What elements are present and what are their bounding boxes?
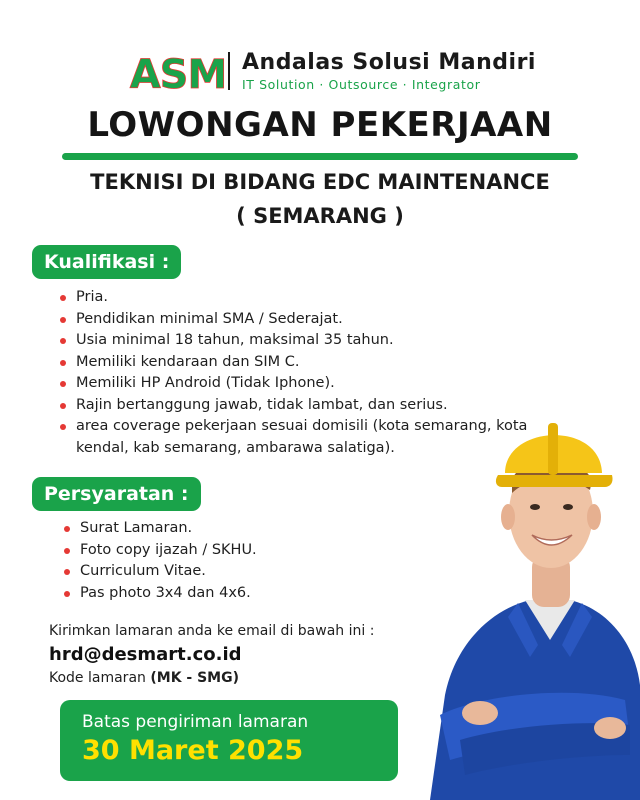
list-item: Pria.: [60, 287, 530, 309]
list-item: Surat Lamaran.: [64, 518, 424, 540]
bullet-icon: [60, 295, 66, 301]
deadline-label: Batas pengiriman lamaran: [82, 712, 309, 732]
bullet-icon: [60, 381, 66, 387]
contact-email[interactable]: hrd@desmart.co.id: [49, 644, 242, 665]
page-title: LOWONGAN PEKERJAAN: [87, 105, 553, 145]
list-item: Memiliki HP Android (Tidak Iphone).: [60, 373, 530, 395]
list-item: Memiliki kendaraan dan SIM C.: [60, 352, 530, 374]
company-name: Andalas Solusi Mandiri: [242, 50, 536, 75]
list-item: area coverage pekerjaan sesuai domisili (kota semarang, kota kendal, kab semarang, ambarawa salatiga).: [60, 416, 530, 459]
bullet-icon: [60, 338, 66, 344]
application-code: [49, 670, 239, 686]
logo-divider: [228, 52, 230, 90]
worker-illustration: [420, 395, 640, 800]
position-title: TEKNISI DI BIDANG EDC MAINTENANCE: [90, 170, 550, 194]
list-item: Foto copy ijazah / SKHU.: [64, 540, 424, 562]
title-underline: [62, 153, 578, 160]
bullet-icon: [60, 424, 66, 430]
bullet-icon: [60, 360, 66, 366]
kualifikasi-heading: Kualifikasi :: [32, 245, 181, 279]
list-item: Usia minimal 18 tahun, maksimal 35 tahun.: [60, 330, 530, 352]
bullet-icon: [64, 526, 70, 532]
bullet-icon: [60, 317, 66, 323]
code-label: Kode lamaran: [49, 670, 146, 686]
bullet-icon: [64, 591, 70, 597]
persyaratan-list: [64, 518, 424, 604]
bullet-icon: [60, 403, 66, 409]
list-item: Pendidikan minimal SMA / Sederajat.: [60, 309, 530, 331]
code-value: (MK - SMG): [150, 670, 240, 686]
persyaratan-heading: Persyaratan :: [32, 477, 201, 511]
company-tagline: IT Solution · Outsource · Integrator: [242, 77, 481, 92]
logo-text: ASM: [129, 52, 227, 98]
deadline-date: 30 Maret 2025: [82, 735, 304, 766]
bullet-icon: [64, 569, 70, 575]
position-location: ( SEMARANG ): [236, 204, 404, 228]
contact-intro: Kirimkan lamaran anda ke email di bawah ini :: [49, 623, 375, 639]
bullet-icon: [64, 548, 70, 554]
list-item: Pas photo 3x4 dan 4x6.: [64, 583, 424, 605]
list-item: Rajin bertanggung jawab, tidak lambat, dan serius.: [60, 395, 530, 417]
asm-logo: [129, 50, 227, 98]
list-item: Curriculum Vitae.: [64, 561, 424, 583]
